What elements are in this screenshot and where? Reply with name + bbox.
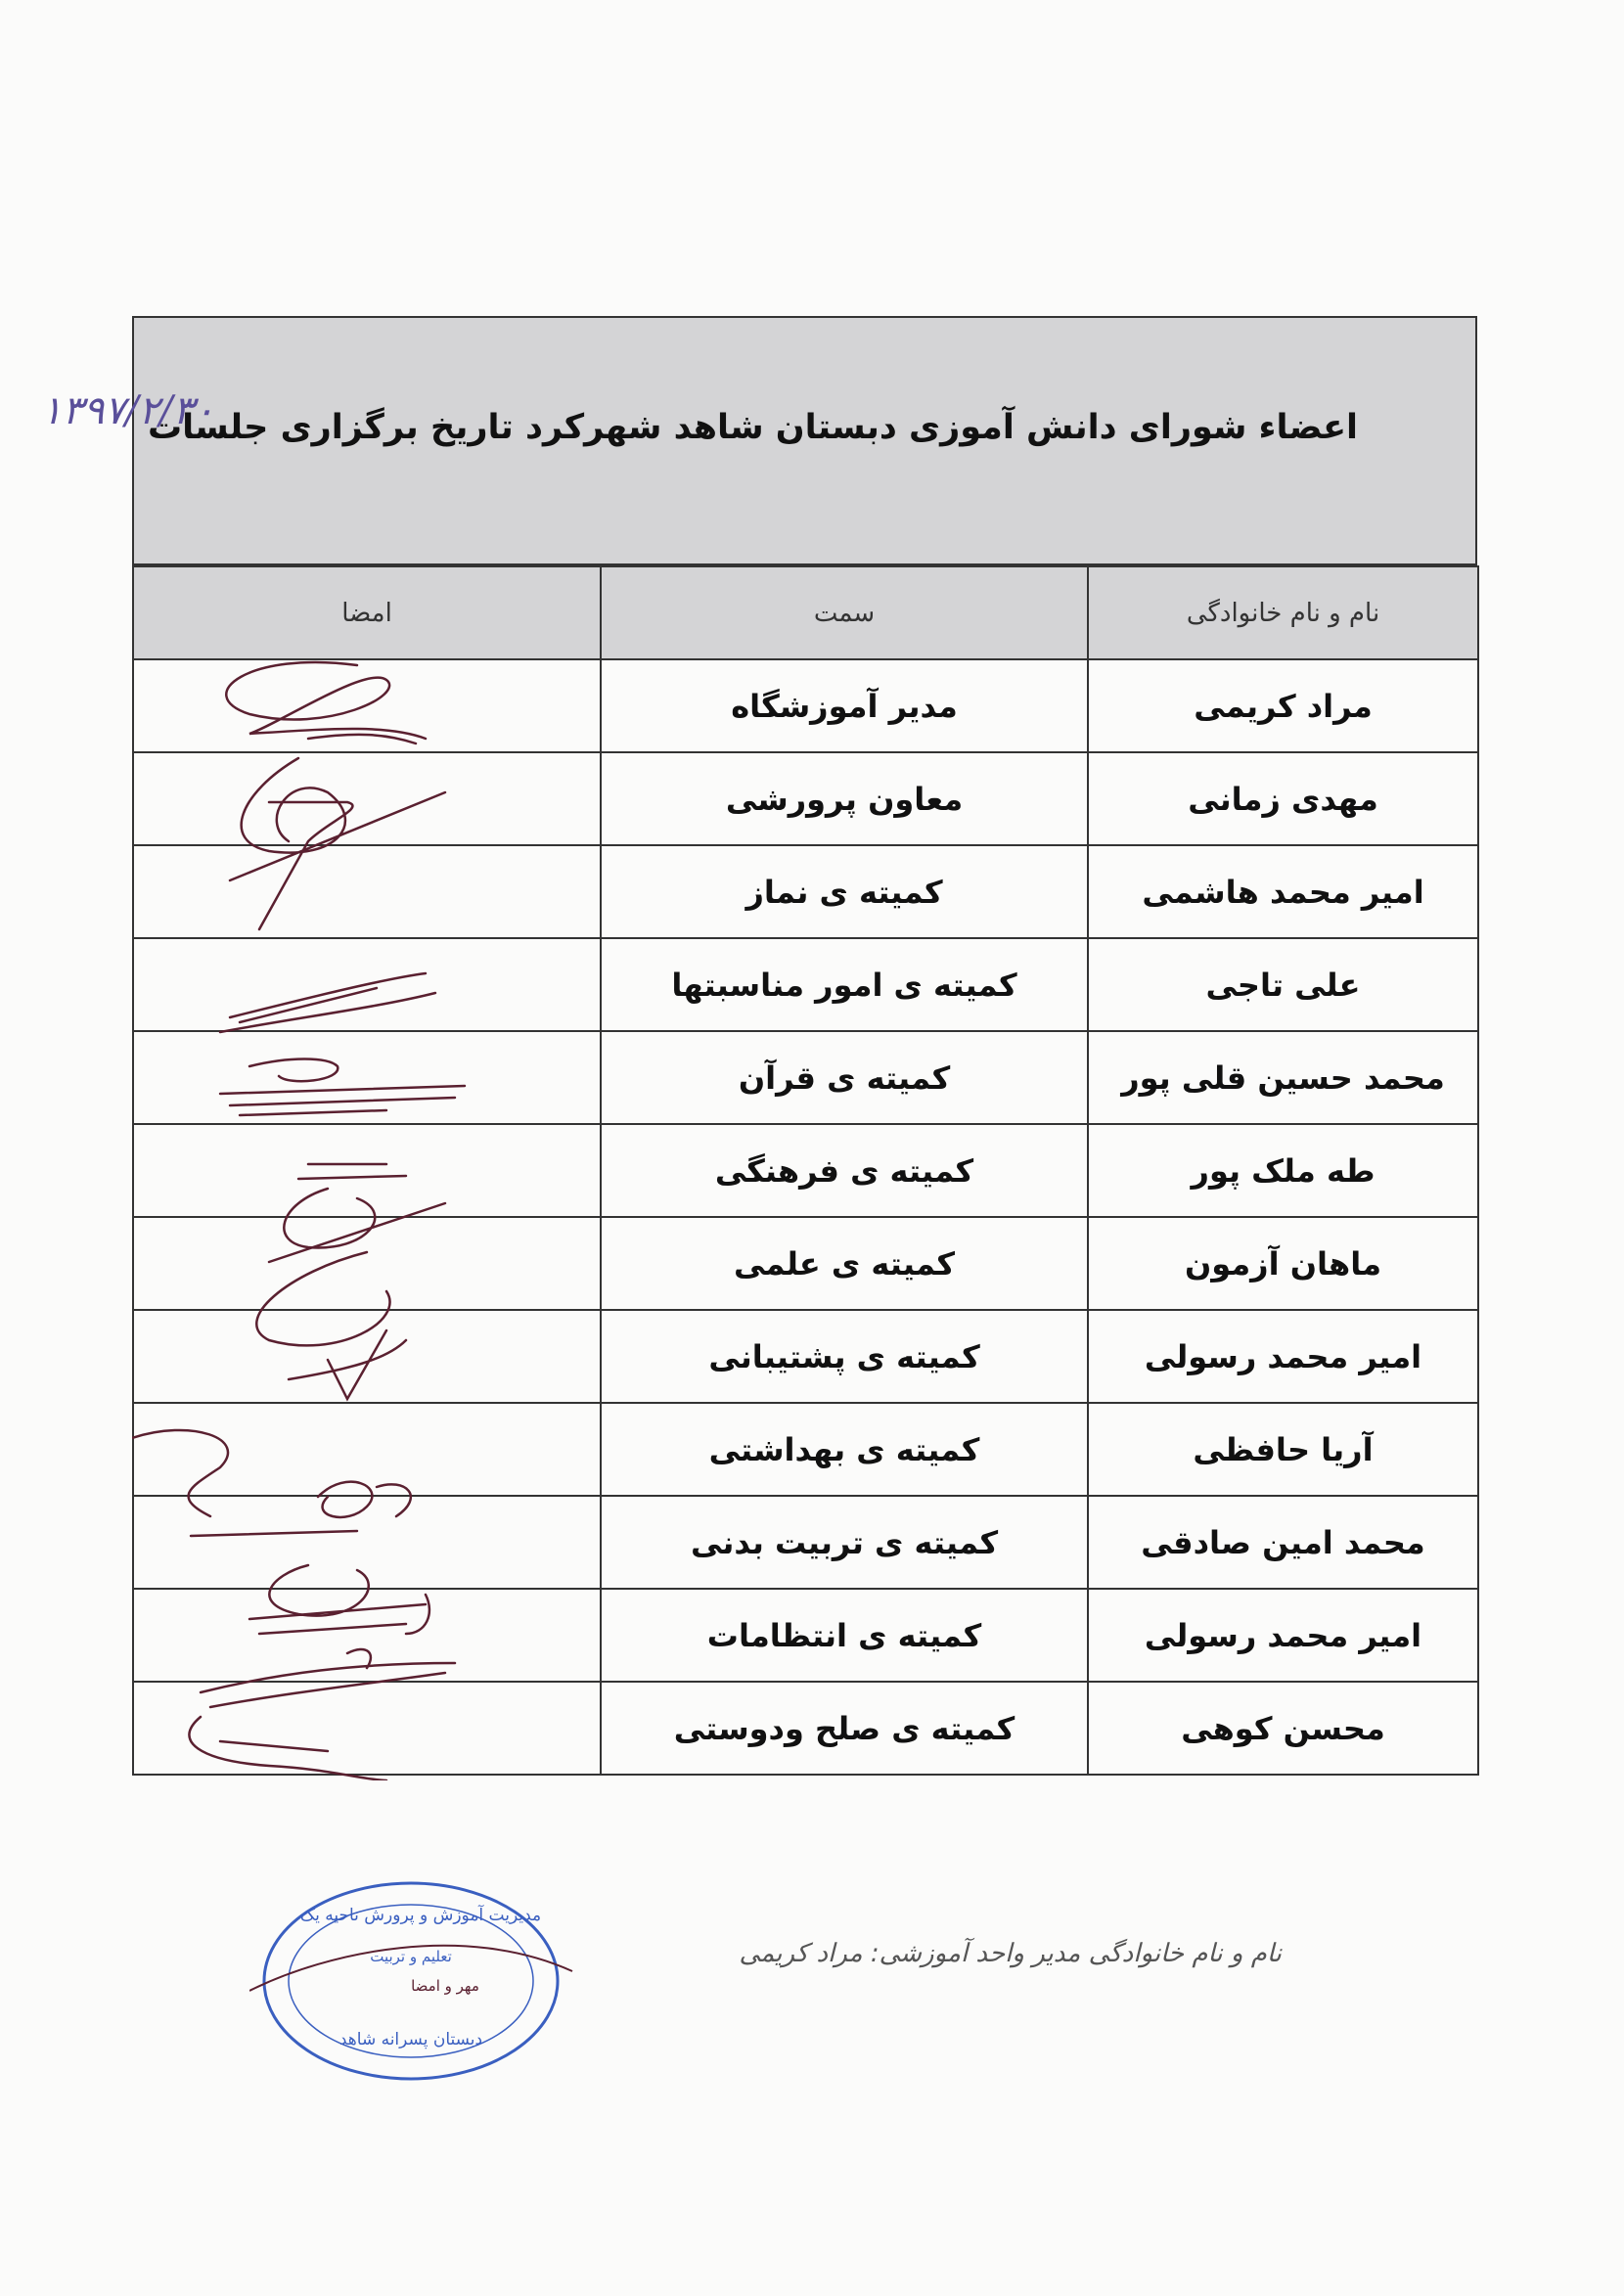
table-row [133,1124,1478,1217]
name-cell: ماهان آزمون [1088,1217,1478,1310]
name-cell: امیر محمد رسولی [1088,1310,1478,1403]
role-cell: کمیته ی صلح ودوستی [601,1682,1088,1775]
table-header-row [133,566,1478,659]
principal-line: نام و نام خانوادگی مدیر واحد آموزشی: مراد کریمی [739,1939,1282,1968]
signature-cell [133,1589,601,1682]
name-cell: محسن کوهی [1088,1682,1478,1775]
name-cell: امیر محمد رسولی [1088,1589,1478,1682]
table-row [133,752,1478,845]
name-cell: علی تاجی [1088,938,1478,1031]
members-table [132,565,1479,1776]
name-cell: مراد کریمی [1088,659,1478,752]
stamp-line-2: تعلیم و تربیت [370,1948,452,1965]
table-row [133,1310,1478,1403]
page-title: اعضاء شورای دانش آموزی دبستان شاهد شهرکرد تاریخ برگزاری جلسات [147,408,1358,447]
column-header-signature: امضا [133,566,601,659]
signature-cell [133,659,601,752]
signature-cell [133,1217,601,1310]
name-cell: امیر محمد هاشمی [1088,845,1478,938]
signature-cell [133,1310,601,1403]
table-row [133,845,1478,938]
signature-cell [133,1496,601,1589]
official-stamp [249,1864,582,2118]
stamp-line-1: مدیریت آموزش و پرورش ناحیه یک [299,1906,542,1925]
name-cell: محمد حسین قلی پور [1088,1031,1478,1124]
table-row [133,1682,1478,1775]
table-row [133,1589,1478,1682]
role-cell: معاون پرورشی [601,752,1088,845]
table-row [133,1217,1478,1310]
role-cell: کمیته ی نماز [601,845,1088,938]
role-cell: کمیته ی امور مناسبتها [601,938,1088,1031]
role-cell: کمیته ی فرهنگی [601,1124,1088,1217]
role-cell: کمیته ی علمی [601,1217,1088,1310]
column-header-role: سمت [601,566,1088,659]
role-cell: کمیته ی قرآن [601,1031,1088,1124]
stamp-line-4: مهر و امضا [411,1977,479,1995]
column-header-name: نام و نام خانوادگی [1088,566,1478,659]
name-cell: محمد امین صادقی [1088,1496,1478,1589]
role-cell: کمیته ی انتظامات [601,1589,1088,1682]
role-cell: مدیر آموزشگاه [601,659,1088,752]
table-row [133,1403,1478,1496]
name-cell: طه ملک پور [1088,1124,1478,1217]
role-cell: کمیته ی پشتیبانی [601,1310,1088,1403]
handwritten-date: ١٣٩٧/٢/٣٠ [41,388,215,433]
table-row [133,659,1478,752]
table-row [133,1496,1478,1589]
name-cell: آریا حافظی [1088,1403,1478,1496]
signature-cell [133,1682,601,1775]
table-row [133,1031,1478,1124]
signature-cell [133,938,601,1031]
signature-cell [133,752,601,845]
signature-cell [133,1403,601,1496]
title-box [41,316,1477,565]
signature-cell [133,845,601,938]
name-cell: مهدی زمانی [1088,752,1478,845]
signature-cell [133,1124,601,1217]
stamp-line-3: دبستان پسرانه شاهد [338,2030,483,2049]
table-row [133,938,1478,1031]
role-cell: کمیته ی بهداشتی [601,1403,1088,1496]
signature-cell [133,1031,601,1124]
role-cell: کمیته ی تربیت بدنی [601,1496,1088,1589]
